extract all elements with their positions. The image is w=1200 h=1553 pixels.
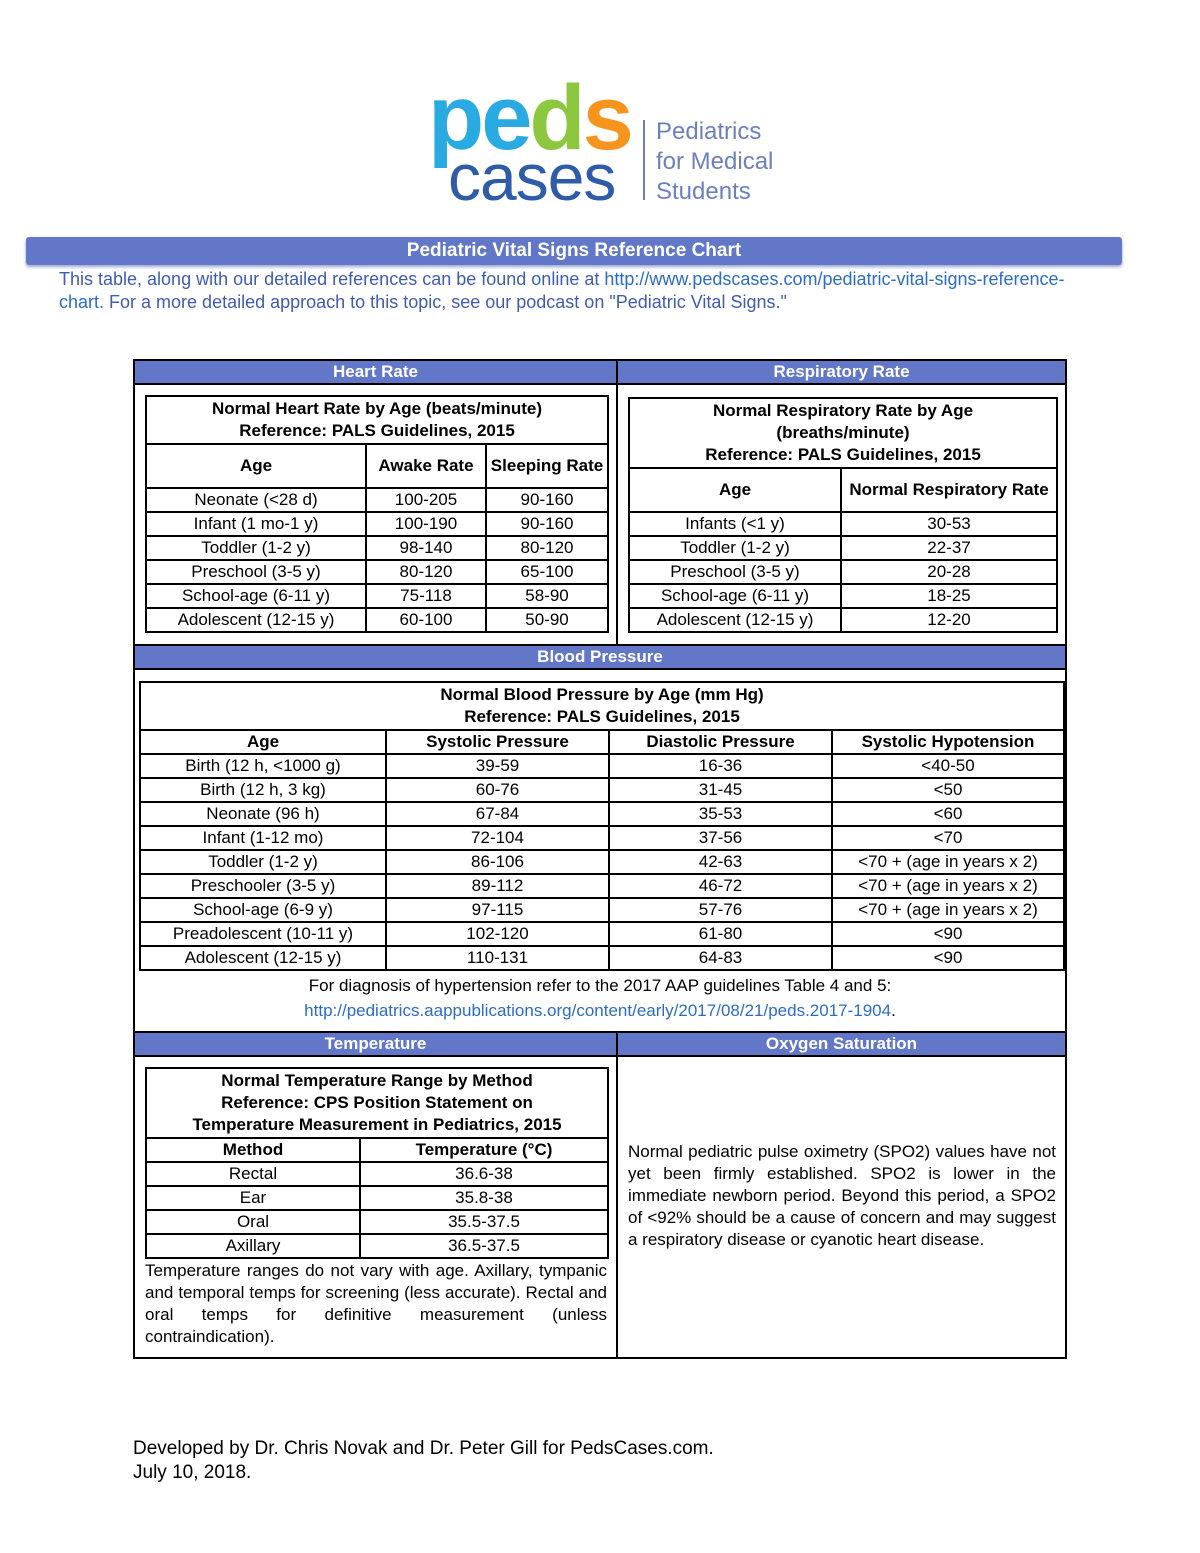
- table-row: Neonate (96 h) 67-84 35-53 <60: [140, 802, 1064, 826]
- table-row: Preschool (3-5 y) 20-28: [629, 560, 1057, 584]
- table-row: School-age (6-9 y) 97-115 57-76 <70 + (age in years x 2): [140, 898, 1064, 922]
- table-row: Preschooler (3-5 y) 89-112 46-72 <70 + (age in years x 2): [140, 874, 1064, 898]
- table-row: Adolescent (12-15 y) 12-20: [629, 608, 1057, 632]
- table-row: Neonate (<28 d) 100-205 90-160: [146, 488, 608, 512]
- table-row: Birth (12 h, <1000 g) 39-59 16-36 <40-50: [140, 754, 1064, 778]
- column-header: Sleeping Rate: [486, 444, 608, 488]
- heart-rate-header: Heart Rate: [135, 361, 616, 383]
- column-header: Method: [146, 1138, 360, 1162]
- table-row: School-age (6-11 y) 18-25: [629, 584, 1057, 608]
- hypertension-note: For diagnosis of hypertension refer to the 2017 AAP guidelines Table 4 and 5: http://pediatrics.aappublications.org/content/early/2017/08/21/peds.2017-1904.: [304, 976, 896, 1020]
- footer-credits: Developed by Dr. Chris Novak and Dr. Peter Gill for PedsCases.com. July 10, 2018.: [133, 1438, 714, 1483]
- table-row: Toddler (1-2 y) 22-37: [629, 536, 1057, 560]
- table-row: Preschool (3-5 y) 80-120 65-100: [146, 560, 608, 584]
- table-row: Axillary 36.5-37.5: [146, 1234, 608, 1258]
- column-header: Systolic Hypotension: [832, 730, 1064, 754]
- respiratory-rate-header: Respiratory Rate: [618, 361, 1065, 383]
- vital-signs-chart: [133, 359, 1067, 1359]
- table-row: Infant (1 mo-1 y) 100-190 90-160: [146, 512, 608, 536]
- logo-cases-word: cases: [448, 140, 616, 214]
- logo-tagline: Pediatrics for Medical Students: [656, 118, 774, 205]
- divider: [616, 1031, 618, 1357]
- table-row: Adolescent (12-15 y) 60-100 50-90: [146, 608, 608, 632]
- aap-guidelines-link[interactable]: http://pediatrics.aappublications.org/content/early/2017/08/21/peds.2017-1904: [304, 1001, 892, 1020]
- heart-rate-table: Normal Heart Rate by Age (beats/minute) Reference: PALS Guidelines, 2015 Age Awake Rate Sleeping Rate Neonate (<28 d) 100-205 90-160 Infant (1 mo-1 y) 100-190 90-160 Toddler (1-2 y) 98-140 80-120 Preschool (3-5 y) 80-120 65-100 School-age (6-11 y) 75-118 58-90 Adolescent (12-15 y) 60-100 50-90: [145, 395, 609, 633]
- table-row: Infants (<1 y) 30-53: [629, 512, 1057, 536]
- respiratory-rate-table: Normal Respiratory Rate by Age (breaths/minute) Reference: PALS Guidelines, 2015 Age Normal Respiratory Rate Infants (<1 y) 30-53 Toddler (1-2 y) 22-37 Preschool (3-5 y) 20-28 School-age (6-11 y) 18-25 Adolescent (12-15 y) 12-20: [628, 397, 1058, 633]
- divider: [135, 1055, 1065, 1057]
- table-row: Toddler (1-2 y) 98-140 80-120: [146, 536, 608, 560]
- table-row: Adolescent (12-15 y) 110-131 64-83 <90: [140, 946, 1064, 970]
- temperature-note: Temperature ranges do not vary with age. Axillary, tympanic and temporal temps for screening (less accurate). Rectal and oral temps for definitive measurement (unless contraindication).: [145, 1261, 607, 1346]
- table-row: Toddler (1-2 y) 86-106 42-63 <70 + (age in years x 2): [140, 850, 1064, 874]
- table-row: Infant (1-12 mo) 72-104 37-56 <70: [140, 826, 1064, 850]
- table-row: Preadolescent (10-11 y) 102-120 61-80 <90: [140, 922, 1064, 946]
- column-header: Diastolic Pressure: [609, 730, 832, 754]
- column-header: Age: [146, 444, 366, 488]
- divider: [135, 668, 1065, 670]
- column-header: Systolic Pressure: [386, 730, 609, 754]
- column-header: Age: [629, 468, 841, 512]
- oxygen-saturation-note: Normal pediatric pulse oximetry (SPO2) values have not yet been firmly established. SPO2 is lower in the immediate newborn period. Beyond this period, a SPO2 of <92% should be a cause of concern and may suggest a respiratory disease or cyanotic heart disease.: [628, 1142, 1056, 1249]
- reference-chart-link[interactable]: http://www.pedscases.com/pediatric-vital-signs-reference-chart: [59, 269, 1065, 312]
- temperature-header: Temperature: [135, 1033, 616, 1055]
- divider: [135, 383, 1065, 385]
- column-header: Temperature (°C): [360, 1138, 608, 1162]
- logo-divider: [643, 120, 645, 200]
- table-row: School-age (6-11 y) 75-118 58-90: [146, 584, 608, 608]
- divider: [616, 361, 618, 644]
- logo-peds-word: peds: [428, 67, 631, 169]
- table-row: Ear 35.8-38: [146, 1186, 608, 1210]
- column-header: Awake Rate: [366, 444, 486, 488]
- table-row: Birth (12 h, 3 kg) 60-76 31-45 <50: [140, 778, 1064, 802]
- temperature-table: Normal Temperature Range by Method Reference: CPS Position Statement on Temperature Measurement in Pediatrics, 2015 Method Temperature (°C) Rectal 36.6-38 Ear 35.8-38 Oral 35.5-37.5 Axillary 36.5-37.5: [145, 1067, 609, 1259]
- pedscases-logo: [428, 67, 788, 214]
- blood-pressure-header: Blood Pressure: [135, 646, 1065, 668]
- table-row: Oral 35.5-37.5: [146, 1210, 608, 1234]
- oxygen-saturation-header: Oxygen Saturation: [618, 1033, 1065, 1055]
- blood-pressure-table: Normal Blood Pressure by Age (mm Hg) Reference: PALS Guidelines, 2015 Age Systolic Pressure Diastolic Pressure Systolic Hypotension Birth (12 h, <1000 g) 39-59 16-36 <40-50 Birth (12 h, 3 kg) 60-76 31-45 <50 Neonate (96 h) 67-84 35-53 <60 Infant (1-12 mo) 72-104 37-56 <70 Toddler (1-2 y) 86-106 42-63 <70 + (age in years x 2) Preschooler (3-5 y) 89-112 46-72 <70 + (age in years x 2) School-age (6-9 y) 97-115 57-76 <70 + (age in years x 2) Preadolescent (10-11 y) 102-120 61-80 <90 Adolescent (12-15 y) 110-131 64-83 <90: [139, 681, 1065, 971]
- column-header: Normal Respiratory Rate: [841, 468, 1057, 512]
- page-title: Pediatric Vital Signs Reference Chart: [26, 237, 1122, 265]
- column-header: Age: [140, 730, 386, 754]
- table-row: Rectal 36.6-38: [146, 1162, 608, 1186]
- intro-text: This table, along with our detailed references can be found online at http://www.pedscases.com/pediatric-vital-signs-reference-chart. For a more detailed approach to this topic, see our podcast on "Pediatric Vital Signs.": [59, 269, 1065, 312]
